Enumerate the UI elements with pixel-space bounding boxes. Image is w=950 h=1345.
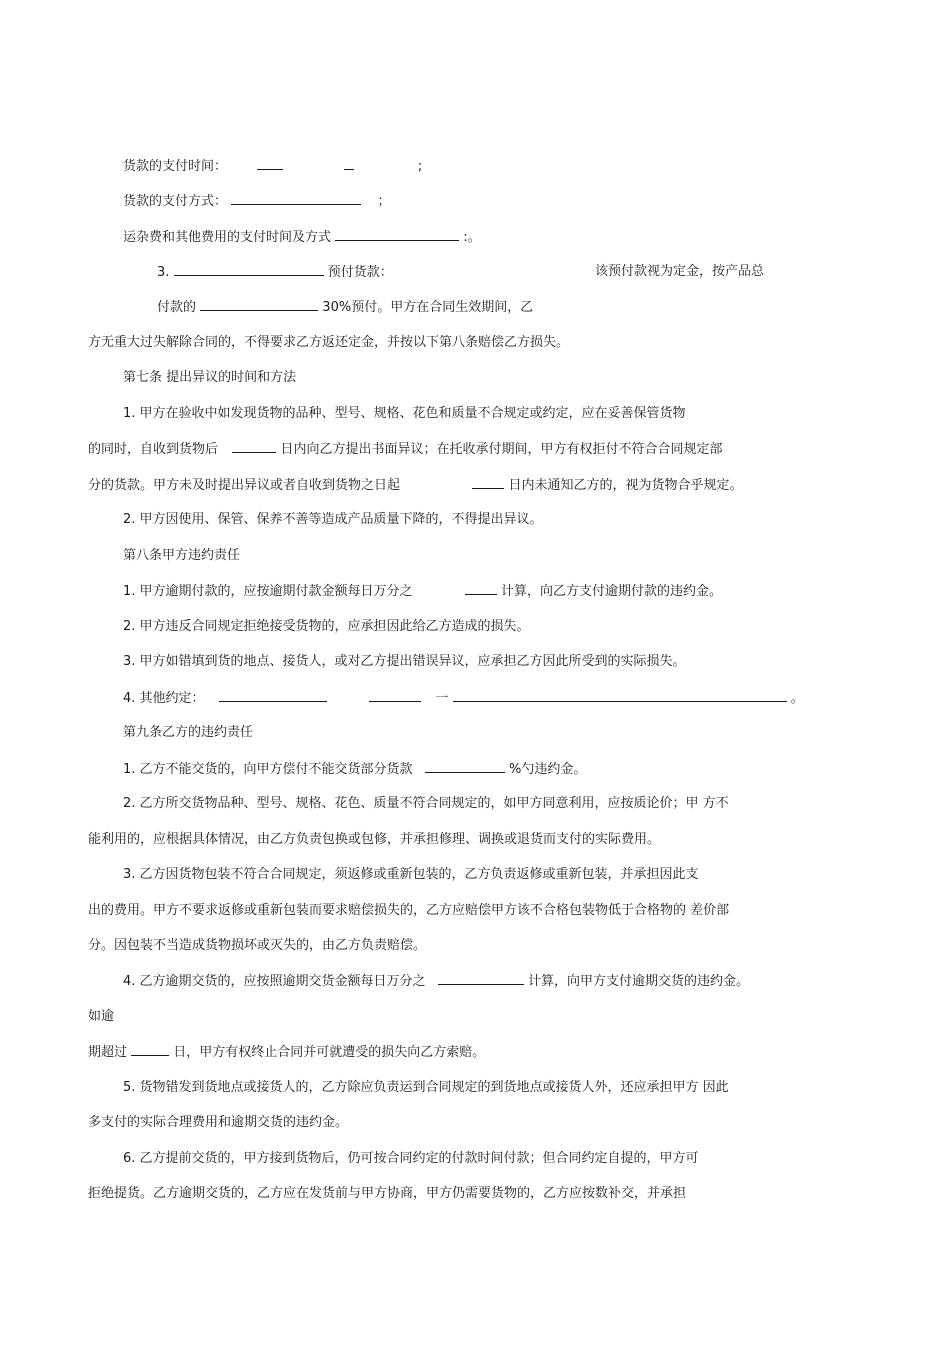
paragraph-line: 2. 乙方所交货物品种、型号、规格、花色、质量不符合同规定的，如甲方同意利用，应按质论价；甲 方不 bbox=[123, 796, 729, 811]
blank-underline bbox=[472, 476, 504, 489]
blank-underline bbox=[231, 192, 361, 205]
blank-underline bbox=[200, 298, 318, 311]
blank-underline bbox=[369, 689, 421, 702]
paragraph-line: 方无重大过失解除合同的，不得要求乙方返还定金，并按以下第八条赔偿乙方损失。 bbox=[88, 335, 570, 350]
paragraph-line: 6. 乙方提前交货的，甲方接到货物后，仍可按合同约定的付款时间付款；但合同约定自提的，甲方可 bbox=[123, 1151, 699, 1166]
paragraph-line: 如逾 bbox=[88, 1009, 115, 1024]
paragraph-line: 1. 甲方在验收中如发现货物的品种、型号、规格、花色和质量不合规定或约定，应在妥善保管货物 bbox=[123, 406, 686, 421]
paragraph-line: 1. 甲方逾期付款的，应按逾期付款金额每日万分之 计算，向乙方支付逾期付款的违约金。 bbox=[123, 584, 722, 599]
blank-underline bbox=[344, 157, 354, 170]
freight-payment-line: 运杂费和其他费用的支付时间及方式 :。 bbox=[123, 230, 481, 245]
paragraph-line: 分。因包装不当造成货物损坏或灭失的，由乙方负责赔偿。 bbox=[88, 938, 427, 953]
paragraph-line: 多支付的实际合理费用和逾期交货的违约金。 bbox=[88, 1115, 349, 1130]
blank-underline bbox=[465, 582, 497, 595]
prepayment-line: 3. 预付货款： bbox=[157, 265, 393, 280]
paragraph-line: 3. 乙方因货物包装不符合合同规定，须返修或重新包装的，乙方负责返修或重新包装，并承担因此支 bbox=[123, 867, 699, 882]
paragraph-line: 1. 乙方不能交货的，向甲方偿付不能交货部分货款 %勺违约金。 bbox=[123, 762, 587, 777]
article-8-heading: 第八条甲方违约责任 bbox=[123, 548, 241, 563]
payment-method-line: 货款的支付方式： ； bbox=[123, 194, 391, 209]
paragraph-line: 能利用的，应根据具体情况，由乙方负责包换或包修，并承担修理、调换或退货而支付的实际费用。 bbox=[88, 832, 661, 847]
paragraph-line: 分的货款。甲方未及时提出异议或者自收到货物之日起 日内未通知乙方的，视为货物合乎规定。 bbox=[88, 478, 743, 493]
payment-time-line: 货款的支付时间： ; bbox=[123, 159, 423, 174]
prepayment-ratio-line: 付款的 30%预付。甲方在合同生效期间，乙 bbox=[157, 300, 534, 315]
blank-underline bbox=[131, 1043, 169, 1056]
other-agreement-line: 4. 其他约定： 一 。 bbox=[123, 691, 804, 706]
paragraph-line: 2. 甲方因使用、保管、保养不善等造成产品质量下降的，不得提出异议。 bbox=[123, 512, 543, 527]
blank-underline bbox=[174, 263, 324, 276]
paragraph-line: 期超过 日，甲方有权终止合同并可就遭受的损失向乙方索赔。 bbox=[88, 1045, 486, 1060]
blank-underline bbox=[438, 972, 524, 985]
paragraph-line: 拒绝提货。乙方逾期交货的，乙方应在发货前与甲方协商，甲方仍需要货物的，乙方应按数补交，并承担 bbox=[88, 1186, 687, 1201]
blank-underline bbox=[335, 228, 459, 241]
article-7-heading: 第七条 提出异议的时间和方法 bbox=[123, 370, 297, 385]
blank-underline bbox=[257, 157, 283, 170]
paragraph-line: 的同时，自收到货物后 日内向乙方提出书面异议；在托收承付期间，甲方有权拒付不符合合同规定部 bbox=[88, 442, 723, 457]
paragraph-line: 4. 乙方逾期交货的，应按照逾期交货金额每日万分之 计算，向甲方支付逾期交货的违约金。 bbox=[123, 974, 749, 989]
article-9-heading: 第九条乙方的违约责任 bbox=[123, 725, 254, 740]
prepayment-line-tail: 该预付款视为定金，按产品总 bbox=[595, 264, 765, 279]
blank-underline bbox=[219, 689, 327, 702]
paragraph-line: 3. 甲方如错填到货的地点、接货人，或对乙方提出错误异议，应承担乙方因此所受到的实际损失。 bbox=[123, 654, 686, 669]
paragraph-line: 2. 甲方违反合同规定拒绝接受货物的，应承担因此给乙方造成的损失。 bbox=[123, 619, 530, 634]
paragraph-line: 5. 货物错发到货地点或接货人的，乙方除应负责运到合同规定的到货地点或接货人外，还应承担甲方 因此 bbox=[123, 1080, 729, 1095]
blank-underline bbox=[453, 689, 787, 702]
paragraph-line: 出的费用。甲方不要求返修或重新包装而要求赔偿损失的，乙方应赔偿甲方该不合格包装物低于合格物的 差价部 bbox=[88, 903, 730, 918]
blank-underline bbox=[232, 440, 276, 453]
blank-underline bbox=[425, 760, 505, 773]
